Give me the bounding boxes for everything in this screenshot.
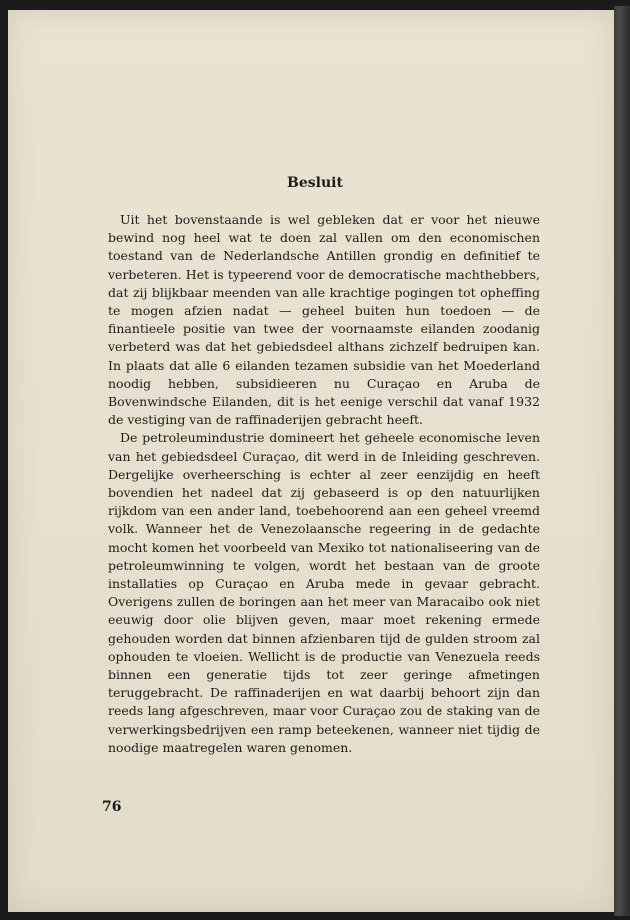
body-text bbox=[108, 211, 540, 757]
paragraph: Uit het bovenstaande is wel gebleken dat er voor het nieuwe bewind nog heel wat te doen zal vallen om den economischen toestand van de Nederlandsche Antillen grondig en definitief te verbeteren. Het is typeerend voor de democratische machthebbers, dat zij blijkbaar meenden van alle krachtige pogingen tot opheffing te mogen afzien nadat — geheel buiten hun toedoen — de finantieele positie van twee der voornaamste eilanden zoodanig verbeterd was dat het gebiedsdeel althans zichzelf bedruipen kan. In plaats dat alle 6 eilanden tezamen subsidie van het Moederland noodig hebben, subsidieeren nu Curaçao en Aruba de Bovenwindsche Eilanden, dit is het eenige verschil dat vanaf 1932 de vestiging van de raffinaderijen gebracht heeft. bbox=[108, 212, 540, 428]
paragraph: De petroleumindustrie domineert het geheele economische leven van het gebiedsdeel Curaçao, dit werd in de Inleiding geschreven. Dergelijke overheersching is echter al zeer eenzijdig en heeft bovendien het nadeel dat zij gebaseerd is op den natuurlijken rijkdom van een ander land, toebehoorend aan een geheel vreemd volk. Wanneer het de Venezolaansche regeering in de gedachte mocht komen het voorbeeld van Mexiko tot nationaliseering van de petroleumwinning te volgen, wordt het bestaan van de groote installaties op Curaçao en Aruba mede in gevaar gebracht. Overigens zullen de boringen aan het meer van Maracaibo ook niet eeuwig door olie blijven geven, maar moet rekening ermede gehouden worden dat binnen afzienbaren tijd de gulden stroom zal ophouden te vloeien. Wellicht is de productie van Venezuela reeds binnen een generatie tijds tot zeer geringe afmetingen teruggebracht. De raffinaderijen en wat daarbij behoort zijn dan reeds lang afgeschreven, maar voor Curaçao zou de staking van de verwerkingsbedrijven een ramp beteekenen, wanneer niet tijdig de noodige maatregelen waren genomen. bbox=[108, 430, 540, 755]
page-number: 76 bbox=[102, 799, 122, 815]
page-edge bbox=[614, 6, 630, 916]
section-heading: Besluit bbox=[287, 175, 343, 191]
